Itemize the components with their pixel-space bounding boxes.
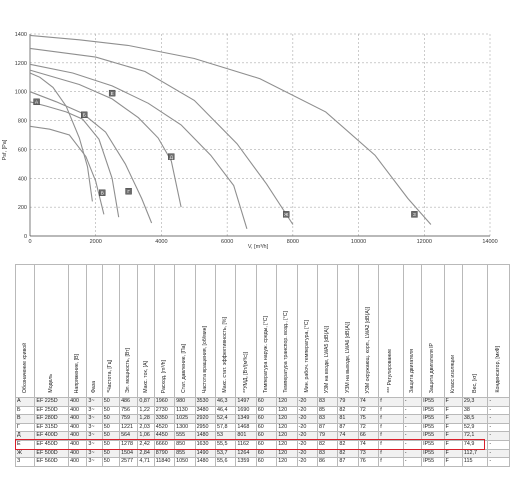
curve-marker-label: Д	[169, 154, 173, 160]
x-tick-label: 2000	[89, 239, 102, 245]
table-cell: 2,84	[138, 449, 154, 458]
table-cell: -	[403, 423, 421, 432]
table-cell: f	[379, 458, 404, 467]
chart-axes	[15, 32, 498, 245]
curve-marker-label: Ж	[284, 212, 289, 218]
column-header	[358, 265, 378, 398]
table-cell: 1300	[175, 423, 195, 432]
table-cell: 115	[462, 458, 488, 467]
column-header	[87, 265, 102, 398]
table-cell: 1278	[120, 440, 138, 449]
table-cell: Ж	[16, 449, 35, 458]
table-row	[16, 449, 510, 458]
table-cell: 400	[69, 458, 87, 467]
table-cell: 87	[338, 458, 358, 467]
table-cell: 400	[69, 398, 87, 407]
x-tick-label: 10000	[350, 239, 367, 245]
table-cell: 72,1	[462, 432, 488, 441]
table-cell: 60	[256, 449, 276, 458]
performance-curve-6	[30, 64, 247, 229]
table-cell: 55,6	[215, 458, 235, 467]
table-cell: -20	[297, 415, 317, 424]
column-header-label: Вес, [кг]	[471, 374, 478, 393]
table-cell: 120	[277, 398, 297, 407]
table-cell: 60	[256, 440, 276, 449]
column-header	[69, 265, 87, 398]
table-cell: 3~	[87, 458, 102, 467]
table-cell: А	[16, 398, 35, 407]
table-cell: EF 250D	[35, 406, 69, 415]
column-header	[444, 265, 462, 398]
table-cell: -20	[297, 398, 317, 407]
table-cell: 76	[358, 458, 378, 467]
spec-table-body	[16, 398, 510, 467]
column-header-label: Обозначение кривой	[21, 342, 28, 393]
table-cell: IP55	[422, 415, 444, 424]
table-cell: f	[379, 440, 404, 449]
table-cell: 85	[318, 406, 338, 415]
column-header-label: Модель	[48, 374, 55, 393]
table-row	[16, 423, 510, 432]
table-cell: 11840	[154, 458, 174, 467]
column-header-label: Стат. давление, [Па]	[181, 343, 188, 393]
y-tick-label: 1200	[14, 60, 27, 67]
table-cell: 1130	[175, 406, 195, 415]
table-cell: EF 500D	[35, 449, 69, 458]
table-cell: 1,06	[138, 432, 154, 441]
table-cell: F	[444, 398, 462, 407]
table-cell: -	[403, 440, 421, 449]
table-cell: -	[488, 440, 509, 449]
table-cell: EF 450D	[35, 440, 69, 449]
table-cell: 50	[102, 449, 119, 458]
table-row	[16, 432, 510, 441]
table-cell: 3~	[87, 432, 102, 441]
column-header-label: Макс. ток, [А]	[142, 361, 149, 393]
table-cell: 1490	[195, 449, 215, 458]
table-cell: 120	[277, 415, 297, 424]
table-cell: f	[379, 398, 404, 407]
table-cell: 120	[277, 406, 297, 415]
table-cell: -	[403, 398, 421, 407]
table-row	[16, 415, 510, 424]
table-cell: 60	[256, 406, 276, 415]
column-header-label: УЗМ на выходе, LWA6 [dB(A)]	[344, 322, 351, 393]
table-cell: 75	[358, 415, 378, 424]
chart-curves	[30, 35, 431, 228]
table-cell: f	[379, 406, 404, 415]
table-cell: 55,5	[215, 440, 235, 449]
table-cell: 1504	[120, 449, 138, 458]
table-cell: 8790	[154, 449, 174, 458]
table-cell: 79	[338, 398, 358, 407]
table-cell: f	[379, 423, 404, 432]
table-cell: 759	[120, 415, 138, 424]
table-cell: 1025	[175, 415, 195, 424]
table-cell: 83	[318, 449, 338, 458]
column-header-label: Защита двигателя IP	[429, 342, 436, 393]
table-cell: З	[16, 458, 35, 467]
x-tick-label: 0	[28, 239, 32, 245]
table-cell: Б	[16, 406, 35, 415]
table-cell: 2920	[195, 415, 215, 424]
column-header	[236, 265, 256, 398]
table-cell: 6660	[154, 440, 174, 449]
table-cell: 2730	[154, 406, 174, 415]
chart-curve-markers	[34, 90, 418, 217]
table-cell: 86	[318, 458, 338, 467]
table-cell: f	[379, 415, 404, 424]
table-cell: 400	[69, 432, 87, 441]
table-cell: 1264	[236, 449, 256, 458]
table-cell: EF 400D	[35, 432, 69, 441]
table-cell: 50	[102, 458, 119, 467]
curve-marker-label: Б	[82, 112, 86, 118]
table-cell: -	[403, 432, 421, 441]
table-cell: -	[488, 406, 509, 415]
table-cell: 46,4	[215, 406, 235, 415]
table-cell: 52,9	[462, 423, 488, 432]
table-cell: f	[379, 449, 404, 458]
performance-curve-1	[30, 73, 92, 201]
table-cell: -	[403, 406, 421, 415]
table-cell: 53	[215, 432, 235, 441]
table-cell: -	[403, 458, 421, 467]
table-cell: 2577	[120, 458, 138, 467]
curve-marker-label: Е	[110, 90, 114, 96]
y-tick-label: 200	[17, 205, 27, 212]
column-header	[462, 265, 488, 398]
table-cell: 4450	[154, 432, 174, 441]
table-cell: 1960	[154, 398, 174, 407]
table-cell: IP55	[422, 423, 444, 432]
curve-marker-label: З	[413, 212, 416, 218]
spec-header-row	[16, 265, 510, 398]
column-header	[138, 265, 154, 398]
table-cell: F	[444, 423, 462, 432]
column-header-label: Напряжение, [В]	[74, 353, 81, 393]
table-cell: 3350	[154, 415, 174, 424]
column-header	[175, 265, 195, 398]
table-cell: -20	[297, 440, 317, 449]
spec-table-header	[16, 265, 510, 398]
table-cell: 1497	[236, 398, 256, 407]
table-cell: В	[16, 415, 35, 424]
column-header-label: УЗМ окружающ. корп., LWA2 [dB(A)]	[365, 306, 372, 393]
table-cell: IP55	[422, 458, 444, 467]
table-cell: 72	[358, 423, 378, 432]
table-cell: IP55	[422, 440, 444, 449]
table-cell: 29,3	[462, 398, 488, 407]
table-cell: 82	[338, 440, 358, 449]
table-cell: 74	[358, 440, 378, 449]
table-cell: 3480	[195, 406, 215, 415]
table-cell: 60	[256, 398, 276, 407]
table-cell: 57,8	[215, 423, 235, 432]
table-cell: IP55	[422, 398, 444, 407]
table-cell: 3~	[87, 406, 102, 415]
table-cell: 38	[462, 406, 488, 415]
column-header-label: Частота вращения, [об/мин]	[201, 325, 208, 393]
column-header-label: Защита двигателя	[408, 349, 415, 393]
table-row	[16, 406, 510, 415]
table-cell: 1480	[195, 458, 215, 467]
performance-curve-2	[30, 99, 119, 217]
table-cell: EF 225D	[35, 398, 69, 407]
column-header-label: Конденсатор, [мкФ]	[495, 346, 502, 393]
column-header-label: *Частота, [Гц]	[107, 360, 114, 393]
table-cell: IP55	[422, 432, 444, 441]
column-header-label: **УМД, [Вт/(м³/с)]	[242, 352, 249, 393]
chart-grid	[30, 34, 490, 236]
table-cell: F	[444, 449, 462, 458]
x-tick-label: 6000	[221, 239, 234, 245]
table-cell: 81	[338, 415, 358, 424]
table-cell: 0,87	[138, 398, 154, 407]
column-header	[277, 265, 297, 398]
column-header-label: Температура транспор. возд., [°C]	[283, 311, 290, 393]
table-cell: 4520	[154, 423, 174, 432]
table-cell: -20	[297, 458, 317, 467]
table-cell: IP55	[422, 406, 444, 415]
table-cell: EF 315D	[35, 423, 69, 432]
column-header-label: Мин. рабоч. температура, [°C]	[303, 320, 310, 393]
table-row	[16, 398, 510, 407]
y-tick-label: 400	[17, 176, 27, 183]
table-cell: 850	[175, 440, 195, 449]
column-header	[154, 265, 174, 398]
table-cell: F	[444, 415, 462, 424]
column-header	[422, 265, 444, 398]
fan-spec-table	[15, 264, 510, 467]
table-cell: -	[488, 415, 509, 424]
column-header	[488, 265, 509, 398]
table-cell: 53,7	[215, 449, 235, 458]
table-cell: 83	[318, 398, 338, 407]
table-cell: f	[379, 432, 404, 441]
table-cell: 1221	[120, 423, 138, 432]
performance-curve-4	[30, 92, 152, 223]
table-cell: 120	[277, 458, 297, 467]
table-cell: 1,22	[138, 406, 154, 415]
table-cell: 50	[102, 398, 119, 407]
table-cell: 3~	[87, 415, 102, 424]
column-header-label: УЗМ на входе, LWA5 [dB(A)]	[324, 325, 331, 393]
table-cell: 50	[102, 432, 119, 441]
table-cell: 3~	[87, 449, 102, 458]
table-cell: 1359	[236, 458, 256, 467]
column-header-label: Расход, [m³/h]	[160, 359, 167, 393]
table-cell: 3~	[87, 423, 102, 432]
y-tick-label: 1000	[14, 89, 27, 96]
table-cell: -	[403, 415, 421, 424]
table-cell: 79	[318, 432, 338, 441]
table-cell: 82	[318, 440, 338, 449]
table-cell: 120	[277, 432, 297, 441]
table-cell: 1349	[236, 415, 256, 424]
table-cell: 87	[318, 423, 338, 432]
table-cell: 855	[175, 449, 195, 458]
table-cell: -	[488, 398, 509, 407]
table-row	[16, 440, 510, 449]
curve-marker-label: В	[100, 190, 104, 196]
table-cell: 3~	[87, 440, 102, 449]
x-tick-label: 8000	[286, 239, 299, 245]
column-header-label: *** Регулирование	[387, 349, 394, 393]
column-header	[120, 265, 138, 398]
table-cell: 66	[358, 432, 378, 441]
table-cell: 120	[277, 440, 297, 449]
x-tick-label: 4000	[155, 239, 168, 245]
x-tick-label: 14000	[482, 239, 498, 245]
curve-marker-label: Г	[127, 189, 130, 195]
column-header	[102, 265, 119, 398]
column-header	[195, 265, 215, 398]
performance-curve-5	[30, 70, 181, 207]
table-cell: 3530	[195, 398, 215, 407]
table-cell: 50	[102, 415, 119, 424]
y-tick-label: 1400	[14, 32, 27, 38]
table-cell: F	[444, 432, 462, 441]
table-cell: 73	[358, 449, 378, 458]
table-cell: 60	[256, 432, 276, 441]
table-cell: 564	[120, 432, 138, 441]
table-row	[16, 458, 510, 467]
table-cell: 1162	[236, 440, 256, 449]
column-header	[297, 265, 317, 398]
column-header	[379, 265, 404, 398]
table-cell: -	[488, 423, 509, 432]
table-cell: -	[488, 449, 509, 458]
table-cell: Г	[16, 423, 35, 432]
table-cell: F	[444, 440, 462, 449]
table-cell: 52,4	[215, 415, 235, 424]
table-cell: 60	[256, 415, 276, 424]
table-cell: 2,03	[138, 423, 154, 432]
table-cell: 1480	[195, 432, 215, 441]
column-header	[403, 265, 421, 398]
table-cell: 400	[69, 415, 87, 424]
column-header-label: Температура наруж. среды, [°C]	[262, 315, 269, 393]
table-cell: 1050	[175, 458, 195, 467]
y-tick-label: 600	[17, 147, 27, 154]
curve-marker-label: А	[35, 99, 39, 105]
table-cell: 112,7	[462, 449, 488, 458]
table-cell: 756	[120, 406, 138, 415]
table-cell: -20	[297, 449, 317, 458]
table-cell: 82	[338, 406, 358, 415]
column-header-label: Макс. стат. эффективность, [%]	[222, 317, 229, 393]
column-header	[318, 265, 338, 398]
y-tick-label: 0	[23, 234, 27, 240]
table-cell: 74,9	[462, 440, 488, 449]
table-cell: 1468	[236, 423, 256, 432]
table-cell: EF 560D	[35, 458, 69, 467]
table-cell: -	[403, 449, 421, 458]
x-tick-label: 12000	[416, 239, 432, 245]
table-cell: 801	[236, 432, 256, 441]
table-cell: -20	[297, 432, 317, 441]
table-cell: -	[488, 458, 509, 467]
table-cell: 120	[277, 449, 297, 458]
table-cell: EF 280D	[35, 415, 69, 424]
table-cell: 1,28	[138, 415, 154, 424]
table-cell: 400	[69, 440, 87, 449]
table-cell: -20	[297, 423, 317, 432]
table-cell: 82	[338, 449, 358, 458]
table-cell: 83	[318, 415, 338, 424]
table-cell: 50	[102, 423, 119, 432]
table-cell: 2,42	[138, 440, 154, 449]
column-header-label: Фаза	[91, 380, 98, 393]
table-cell: F	[444, 406, 462, 415]
table-cell: 120	[277, 423, 297, 432]
column-header	[256, 265, 276, 398]
table-cell: 486	[120, 398, 138, 407]
table-cell: 1630	[195, 440, 215, 449]
table-cell: -	[488, 432, 509, 441]
y-axis-label: Psf, [Pa]	[2, 139, 8, 161]
table-cell: 60	[256, 423, 276, 432]
column-header	[16, 265, 35, 398]
table-cell: 400	[69, 449, 87, 458]
table-cell: 50	[102, 440, 119, 449]
table-cell: 1690	[236, 406, 256, 415]
table-cell: IP55	[422, 449, 444, 458]
table-cell: 46,3	[215, 398, 235, 407]
column-header	[35, 265, 69, 398]
table-cell: 980	[175, 398, 195, 407]
table-cell: 50	[102, 406, 119, 415]
table-cell: Д	[16, 432, 35, 441]
table-cell: 4,71	[138, 458, 154, 467]
table-cell: 555	[175, 432, 195, 441]
table-cell: 400	[69, 406, 87, 415]
table-cell: 74	[338, 432, 358, 441]
y-tick-label: 800	[17, 118, 27, 125]
table-cell: 74	[358, 398, 378, 407]
table-cell: 38,5	[462, 415, 488, 424]
table-cell: 3~	[87, 398, 102, 407]
column-header-label: Эл. мощность, [Вт]	[125, 347, 132, 393]
table-cell: F	[444, 458, 462, 467]
column-header	[338, 265, 358, 398]
table-cell: 72	[358, 406, 378, 415]
table-cell: Е	[16, 440, 35, 449]
column-header-label: Класс изоляции	[449, 354, 456, 393]
column-header	[215, 265, 235, 398]
table-cell: 60	[256, 458, 276, 467]
table-cell: 400	[69, 423, 87, 432]
performance-curve-8	[30, 35, 431, 224]
table-cell: 87	[338, 423, 358, 432]
table-cell: 2950	[195, 423, 215, 432]
table-cell: -20	[297, 406, 317, 415]
x-axis-label: V, [m³/h]	[247, 244, 269, 250]
